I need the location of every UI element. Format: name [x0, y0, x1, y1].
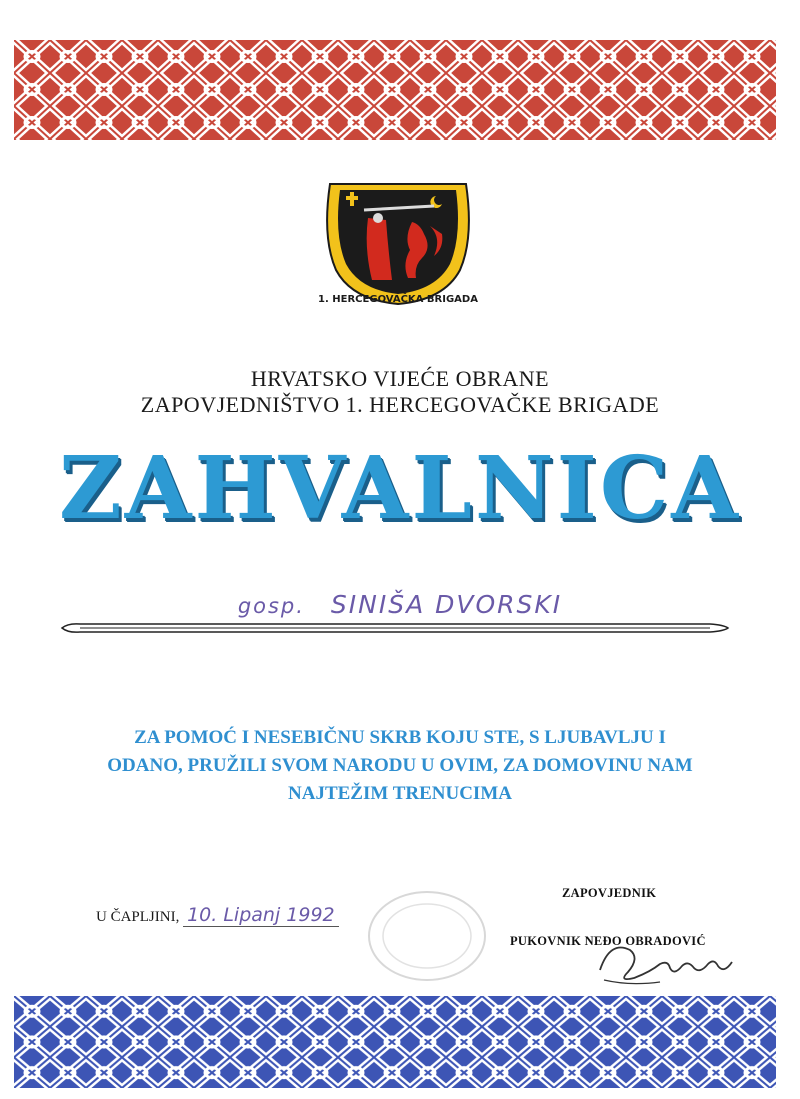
- bottom-knot-pattern: [14, 996, 776, 1088]
- statement-line-2: ODANO, PRUŽILI SVOM NARODU U OVIM, ZA DOMOVINU NAM: [107, 755, 693, 776]
- organization-name: HRVATSKO VIJEĆE OBRANE: [250, 366, 550, 391]
- name-underline: [60, 622, 730, 634]
- place-label: U ČAPLJINI,: [96, 909, 180, 925]
- signatory-name: PUKOVNIK NEĐO OBRADOVIĆ: [510, 934, 706, 948]
- emblem-ring-text: 1. HERCEGOVAČKA BRIGADA: [318, 294, 478, 305]
- bottom-ornamental-border: [14, 996, 776, 1088]
- recipient: [0, 590, 800, 619]
- command-name: ZAPOVJEDNIŠTVO 1. HERCEGOVAČKE BRIGADE: [140, 392, 660, 417]
- issue-date: 10. Lipanj 1992: [183, 904, 339, 927]
- signatory-role: ZAPOVJEDNIK: [562, 886, 657, 900]
- document-title: ZAHVALNICA: [58, 438, 741, 539]
- place-and-date: [96, 904, 339, 926]
- recipient-name: SINIŠA DVORSKI: [330, 590, 563, 619]
- brigade-coat-of-arms-icon: [294, 178, 502, 308]
- statement-line-3: NAJTEŽIM TRENUCIMA: [288, 783, 512, 804]
- top-knot-pattern: [14, 40, 776, 140]
- top-ornamental-border: [14, 40, 776, 140]
- recipient-salutation: gosp.: [237, 594, 305, 618]
- gratitude-statement: [60, 724, 740, 808]
- faded-stamp-icon: [362, 886, 492, 986]
- statement-line-1: ZA POMOĆ I NESEBIČNU SKRB KOJU STE, S LJUBAVLJU I: [134, 727, 666, 748]
- handwritten-signature-icon: [590, 920, 760, 1000]
